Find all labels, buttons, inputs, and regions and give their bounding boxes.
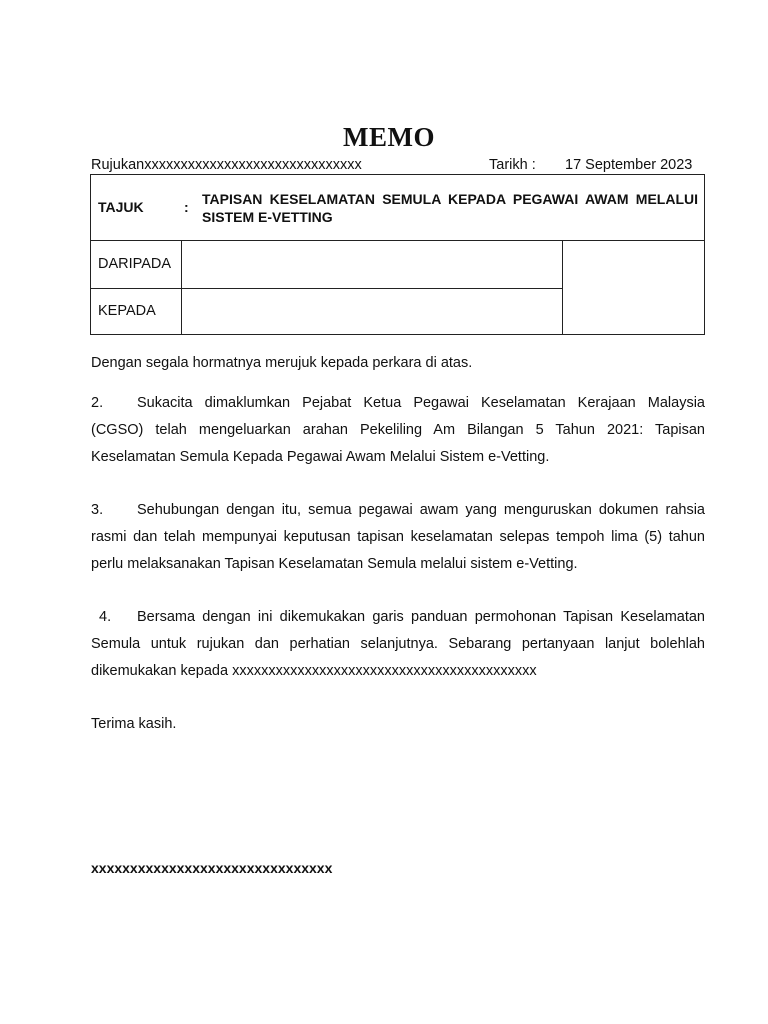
date-value: 17 September 2023: [565, 157, 693, 173]
subject-text: TAPISAN KESELAMATAN SEMULA KEPADA PEGAWAI AWAM MELALUI SISTEM E-VETTING: [202, 191, 698, 225]
opening-line: Dengan segala hormatnya merujuk kepada perkara di atas.: [91, 355, 473, 371]
paragraph-text: Sehubungan dengan itu, semua pegawai awam yang menguruskan dokumen rahsia rasmi dan telah mempunyai keputusan tapisan keselamatan selepas tempoh lima (5) tahun perlu melaksanakan Tapisan Keselamatan Semula melalui sistem e-Vetting.: [91, 502, 705, 572]
from-label: DARIPADA: [98, 256, 172, 272]
paragraph-text: Bersama dengan ini dikemukakan garis panduan permohonan Tapisan Keselamatan Semula untuk rujukan dan perhatian selanjutnya. Sebarang pertanyaan lanjut bolehlah dikemukakan kepada xxxxxxxxxxxxxxxxxxxxxxxxxxxxxxxxxxxxxxxxxx: [91, 609, 705, 679]
signature-line: xxxxxxxxxxxxxxxxxxxxxxxxxxxxxxx: [91, 860, 333, 876]
paragraph-3: [91, 497, 705, 578]
memo-title: MEMO: [343, 122, 435, 152]
closing-line: Terima kasih.: [91, 716, 177, 732]
table-divider-horizontal: [91, 288, 563, 289]
date-label: Tarikh :: [489, 157, 536, 173]
subject-label: TAJUK: [98, 199, 144, 215]
paragraph-number: 2.: [91, 395, 104, 411]
reference-number: Rujukanxxxxxxxxxxxxxxxxxxxxxxxxxxxxxx: [91, 157, 362, 173]
subject-box: [90, 174, 705, 241]
paragraph-4: [91, 604, 705, 685]
paragraph-2: [91, 390, 705, 471]
paragraph-number: 4.: [99, 609, 112, 625]
sender-recipient-table: [90, 240, 705, 335]
to-label: KEPADA: [98, 303, 156, 319]
paragraph-text: Sukacita dimaklumkan Pejabat Ketua Pegawai Keselamatan Kerajaan Malaysia (CGSO) telah mengeluarkan arahan Pekeliling Am Bilangan 5 Tahun 2021: Tapisan Keselamatan Semula Kepada Pegawai Awam Melalui Sistem e-Vetting.: [91, 395, 705, 465]
paragraph-number: 3.: [91, 502, 104, 518]
subject-colon: :: [184, 199, 189, 215]
